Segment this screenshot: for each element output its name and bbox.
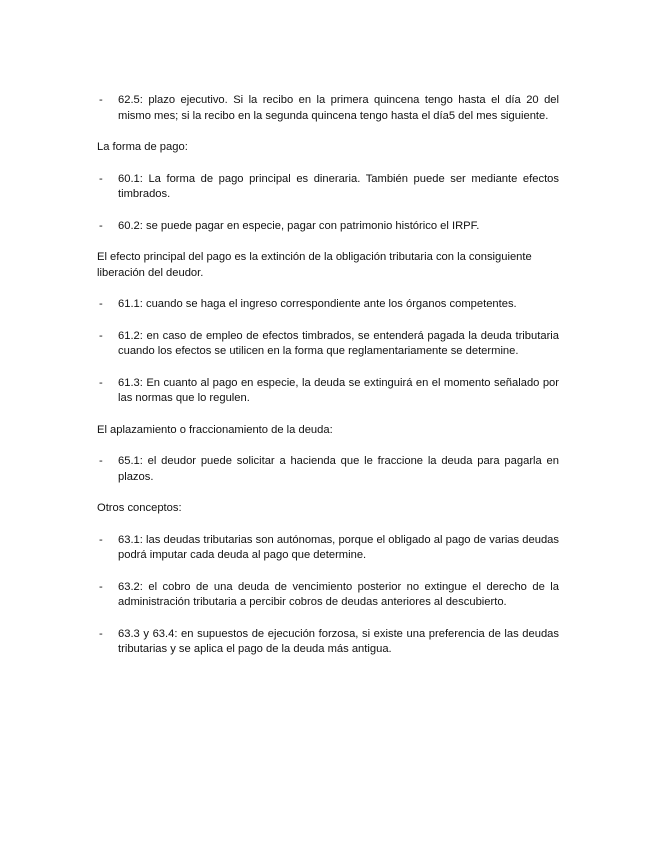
list-item-text: 63.1: las deudas tributarias son autónomas, porque el obligado al pago de varias deudas podrá imputar cada deuda al pago que determine. bbox=[118, 533, 559, 561]
list-item-63-2 bbox=[97, 580, 559, 611]
list-item-63-1 bbox=[97, 533, 559, 564]
document-page bbox=[97, 93, 559, 674]
bullet-marker: - bbox=[99, 94, 103, 106]
list-item-text: 60.1: La forma de pago principal es dineraria. También puede ser mediante efectos timbrados. bbox=[118, 172, 559, 200]
section-heading-forma-de-pago: La forma de pago: bbox=[97, 141, 188, 153]
bullet-marker: - bbox=[99, 329, 103, 342]
section-heading-aplazamiento: El aplazamiento o fraccionamiento de la deuda: bbox=[97, 423, 333, 436]
bullet-marker: - bbox=[99, 533, 103, 546]
list-item-60-2 bbox=[97, 219, 559, 235]
list-item-text: 63.3 y 63.4: en supuestos de ejecución forzosa, si existe una preferencia de las deudas tributarias y se aplica el pago de la deuda más antigua. bbox=[118, 627, 559, 655]
bullet-marker: - bbox=[99, 455, 103, 467]
paragraph-efecto-principal: El efecto principal del pago es la extinción de la obligación tributaria con la consiguiente liberación del deudor. bbox=[97, 251, 532, 279]
list-item-text: 61.1: cuando se haga el ingreso correspondiente ante los órganos competentes. bbox=[118, 298, 517, 310]
list-item-text: 63.2: el cobro de una deuda de vencimiento posterior no extingue el derecho de la administración tributaria a percibir cobros de deudas anteriores al descubierto. bbox=[118, 580, 559, 608]
bullet-marker: - bbox=[99, 172, 103, 185]
list-item-65-1 bbox=[97, 454, 559, 485]
bullet-marker: - bbox=[99, 219, 103, 232]
list-item-63-3-63-4 bbox=[97, 627, 559, 658]
list-item-text: 65.1: el deudor puede solicitar a hacienda que le fraccione la deuda para pagarla en plazos. bbox=[118, 455, 559, 483]
section-heading-otros-conceptos: Otros conceptos: bbox=[97, 502, 182, 514]
bullet-marker: - bbox=[99, 298, 103, 310]
list-item-text: 62.5: plazo ejecutivo. Si la recibo en la primera quincena tengo hasta el día 20 del mismo mes; si la recibo en la segunda quincena tengo hasta el día5 del mes siguiente. bbox=[118, 94, 559, 122]
bullet-marker: - bbox=[99, 627, 103, 640]
list-item-text: 60.2: se puede pagar en especie, pagar con patrimonio histórico el IRPF. bbox=[118, 219, 480, 232]
list-item-62-5 bbox=[97, 93, 559, 124]
list-item-text: 61.3: En cuanto al pago en especie, la deuda se extinguirá en el momento señalado por las normas que lo regulen. bbox=[118, 376, 559, 404]
list-item-61-2 bbox=[97, 329, 559, 360]
list-item-60-1 bbox=[97, 172, 559, 203]
list-item-text: 61.2: en caso de empleo de efectos timbrados, se entenderá pagada la deuda tributaria cuando los efectos se utilicen en la forma que reglamentariamente se determine. bbox=[118, 329, 559, 357]
bullet-marker: - bbox=[99, 580, 103, 593]
list-item-61-1 bbox=[97, 297, 559, 313]
bullet-marker: - bbox=[99, 376, 103, 389]
list-item-61-3 bbox=[97, 376, 559, 407]
